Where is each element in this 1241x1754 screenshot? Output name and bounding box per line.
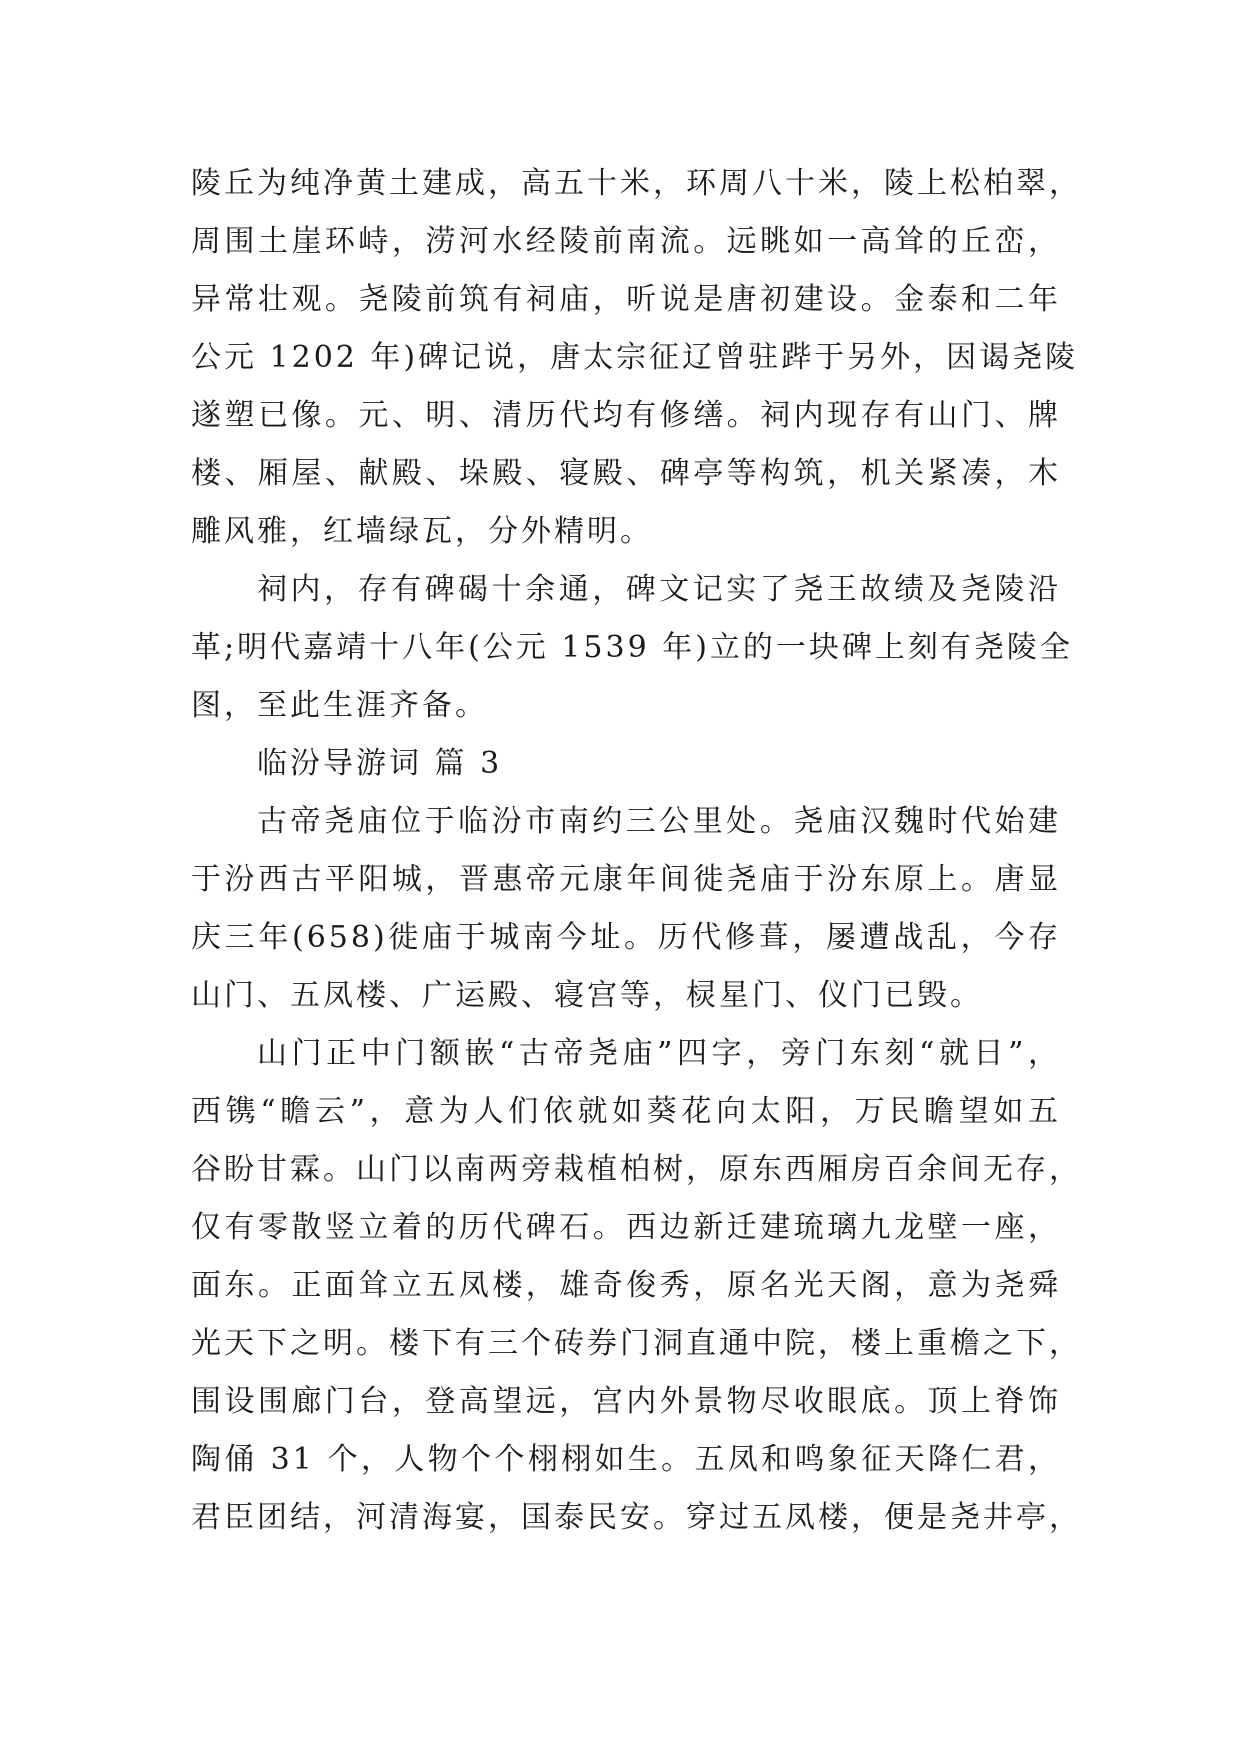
text-line: 楼、厢屋、献殿、垛殿、寝殿、碑亭等构筑，机关紧凑，木: [191, 456, 1061, 491]
text-line: 庆三年(658)徙庙于城南今址。历代修葺，屡遭战乱，今存: [191, 920, 1061, 955]
text-line: 谷盼甘霖。山门以南两旁栽植柏树，原东西厢房百余间无存，: [191, 1152, 1082, 1187]
text-line: 围设围廊门台，登高望远，宫内外景物尽收眼底。顶上脊饰: [191, 1384, 1061, 1419]
section-heading: 临汾导游词 篇 3: [257, 746, 503, 781]
text-line: 面东。正面耸立五凤楼，雄奇俊秀，原名光天阁，意为尧舜: [191, 1268, 1061, 1303]
text-line: 君臣团结，河清海宴，国泰民安。穿过五凤楼，便是尧井亭，: [191, 1500, 1082, 1535]
text-line: 雕风雅，红墙绿瓦，分外精明。: [191, 514, 653, 549]
text-line: 祠内，存有碑碣十余通，碑文记实了尧王故绩及尧陵沿: [257, 572, 1061, 607]
text-line: 光天下之明。楼下有三个砖券门洞直通中院，楼上重檐之下，: [191, 1326, 1082, 1361]
text-line: 山门正中门额嵌“古帝尧庙”四字，旁门东刻“就日”，: [257, 1036, 1061, 1071]
text-line: 古帝尧庙位于临汾市南约三公里处。尧庙汉魏时代始建: [257, 804, 1061, 839]
text-line: 遂塑已像。元、明、清历代均有修缮。祠内现存有山门、牌: [191, 398, 1061, 433]
document-body: [191, 155, 1082, 1547]
text-line: 陵丘为纯净黄土建成，高五十米，环周八十米，陵上松柏翠，: [191, 166, 1082, 201]
text-line: 图，至此生涯齐备。: [191, 688, 488, 723]
text-line: 周围土崖环峙，涝河水经陵前南流。远眺如一高耸的丘峦，: [191, 224, 1061, 259]
text-line: 陶俑 31 个，人物个个栩栩如生。五凤和鸣象征天降仁君，: [191, 1442, 1061, 1477]
text-line: 仅有零散竖立着的历代碑石。西边新迁建琉璃九龙壁一座，: [191, 1210, 1061, 1245]
text-line: 革;明代嘉靖十八年(公元 1539 年)立的一块碑上刻有尧陵全: [191, 630, 1073, 665]
text-line: 公元 1202 年)碑记说，唐太宗征辽曾驻跸于另外，因谒尧陵: [191, 340, 1079, 375]
text-line: 西镌“瞻云”，意为人们依就如葵花向太阳，万民瞻望如五: [191, 1094, 1061, 1129]
text-line: 异常壮观。尧陵前筑有祠庙，听说是唐初建设。金泰和二年: [191, 282, 1061, 317]
text-line: 山门、五凤楼、广运殿、寝宫等，棂星门、仪门已毁。: [191, 978, 983, 1013]
text-line: 于汾西古平阳城，晋惠帝元康年间徙尧庙于汾东原上。唐显: [191, 862, 1061, 897]
